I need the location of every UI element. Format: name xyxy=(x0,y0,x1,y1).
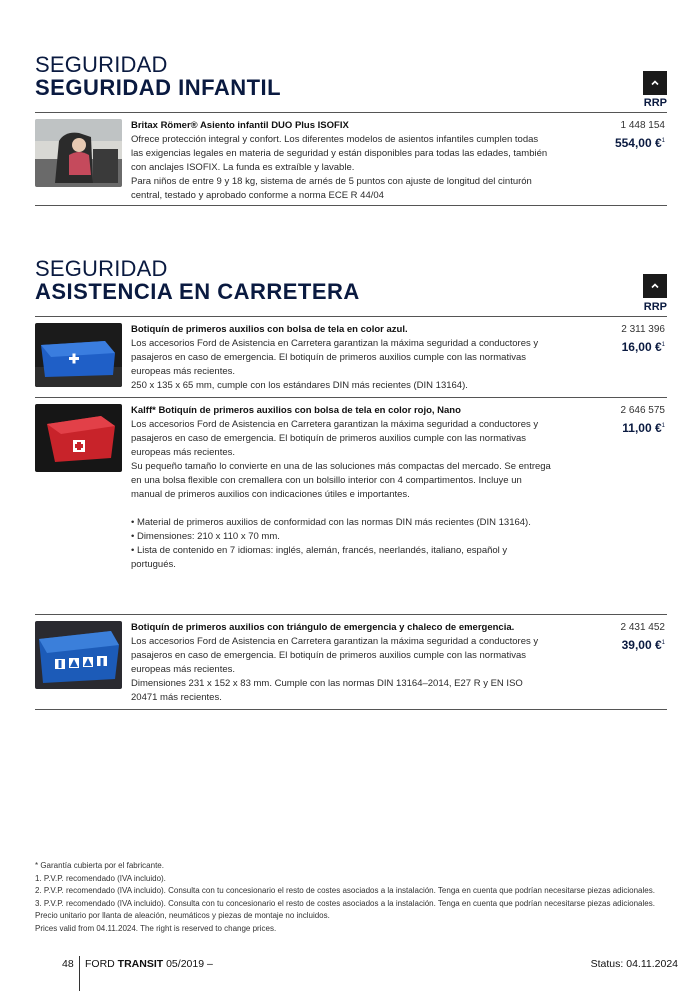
product-description xyxy=(131,323,551,393)
part-number: 2 311 396 xyxy=(621,324,665,335)
product-row xyxy=(35,398,667,615)
part-number: 1 448 154 xyxy=(620,120,665,131)
product-description xyxy=(131,119,551,203)
price-block xyxy=(615,119,665,151)
price-block xyxy=(621,404,666,436)
chevron-up-icon xyxy=(650,281,660,291)
red-first-aid-kit-photo-icon xyxy=(35,404,122,472)
price xyxy=(615,133,665,151)
part-number: 2 431 452 xyxy=(620,622,665,633)
product-bullet: • Dimensiones: 210 x 110 x 70 mm. xyxy=(131,531,280,542)
price-value: 11,00 € xyxy=(622,421,662,435)
product-text: Los accesorios Ford de Asistencia en Carretera garantizan la máxima seguridad a conductores y pasajeros en caso de emergencia. El botiquín de primeros auxilios cumple con las normativas europeas más recientes. xyxy=(131,338,539,377)
product-description xyxy=(131,621,551,705)
section-road-assistance xyxy=(35,258,667,713)
rrp-label: RRP xyxy=(643,97,667,109)
product-bullet: • Material de primeros auxilios de conformidad con las normas DIN más recientes (DIN 13164). xyxy=(131,517,531,528)
collapse-button[interactable] xyxy=(643,274,667,298)
page-number: 48 xyxy=(62,958,74,970)
product-row xyxy=(35,615,667,710)
model: TRANSIT xyxy=(117,958,164,970)
footnote: * Garantía cubierta por el fabricante. xyxy=(35,861,164,870)
product-row xyxy=(35,317,667,398)
section-kicker: SEGURIDAD xyxy=(35,256,168,281)
price-footnote: 1 xyxy=(661,423,665,429)
product-text: Para niños de entre 9 y 18 kg, sistema de arnés de 5 puntos con ajuste de longitud del cinturón central, testado y aprobado conforme a norma ECE R 44/04 xyxy=(131,176,532,201)
product-row xyxy=(35,113,667,206)
section-child-safety xyxy=(35,54,667,206)
price xyxy=(621,337,665,355)
edition: 05/2019 – xyxy=(166,958,213,970)
blue-first-aid-kit-photo-icon xyxy=(35,323,122,387)
product-description xyxy=(131,404,551,572)
chevron-up-icon xyxy=(650,78,660,88)
child-seat-photo-icon xyxy=(35,119,122,187)
price-value: 554,00 € xyxy=(614,136,662,150)
document-title xyxy=(85,958,213,970)
price xyxy=(621,418,666,436)
price-value: 39,00 € xyxy=(621,638,662,652)
product-text: Los accesorios Ford de Asistencia en Carretera garantizan la máxima seguridad a conductores y pasajeros en caso de emergencia. El botiquín de primeros auxilios cumple con las normativas europeas más recientes. xyxy=(131,636,539,675)
product-name: Botiquín de primeros auxilios con bolsa de tela en color azul. xyxy=(131,324,408,335)
rrp-label: RRP xyxy=(643,301,667,313)
product-name: Britax Römer® Asiento infantil DUO Plus ISOFIX xyxy=(131,120,349,131)
footnote: Prices valid from 04.11.2024. The right is reserved to change prices. xyxy=(35,923,277,933)
price-footnote: 1 xyxy=(661,138,665,144)
part-number: 2 646 575 xyxy=(620,405,665,416)
section-title: SEGURIDAD INFANTIL xyxy=(35,75,282,100)
spacer xyxy=(131,502,551,516)
price-footnote: 1 xyxy=(661,342,665,348)
footnote: 1. P.V.P. recomendado (IVA incluido). xyxy=(35,873,166,883)
section-kicker: SEGURIDAD xyxy=(35,52,168,77)
collapse-button[interactable] xyxy=(643,71,667,95)
product-text: Su pequeño tamaño lo convierte en una de las soluciones más compactas del mercado. Se entrega en una bolsa flexible con cremallera con un bolsillo interior con 4 compartimentos. Incluye un manual de primeros auxilios con indicaciones útiles e importantes. xyxy=(131,461,551,500)
price xyxy=(621,635,666,653)
price-footnote: 1 xyxy=(661,640,665,646)
product-text: Ofrece protección integral y confort. Los diferentes modelos de asientos infantiles cumplen todas las exigencias legales en materia de seguridad y están disponibles para todas las edades, también con anclajes ISOFIX. La funda es extraíble y lavable. xyxy=(131,134,548,173)
footnote: 3. P.V.P. recomendado (IVA incluido). Consulta con tu concesionario el resto de costes asociados a la instalación. Tenga en cuenta que podrían necesitarse piezas adicionales. Precio unitario por llanta de aleación, neumáticos y piezas de montaje no incluidos. xyxy=(35,898,655,920)
price-block xyxy=(621,323,665,355)
brand: FORD xyxy=(85,958,115,970)
footnote: 2. P.V.P. recomendado (IVA incluido). Consulta con tu concesionario el resto de costes asociados a la instalación. Tenga en cuenta que podrían necesitarse piezas adicionales. xyxy=(35,886,655,895)
price-value: 16,00 € xyxy=(621,340,662,354)
price-block xyxy=(621,621,666,653)
section-title: ASISTENCIA EN CARRETERA xyxy=(35,279,360,304)
product-bullet: • Lista de contenido en 7 idiomas: inglés, alemán, francés, neerlandés, italiano, español y portugués. xyxy=(131,545,508,570)
product-name: Kalff* Botiquín de primeros auxilios con bolsa de tela en color rojo, Nano xyxy=(131,405,461,416)
divider xyxy=(79,956,80,991)
product-text: Dimensiones 231 x 152 x 83 mm. Cumple con las normas DIN 13164–2014, E27 R y EN ISO 20471 más recientes. xyxy=(131,678,523,703)
product-name: Botiquín de primeros auxilios con triángulo de emergencia y chaleco de emergencia. xyxy=(131,622,515,633)
page-footer xyxy=(35,956,678,986)
blue-emergency-kit-photo-icon xyxy=(35,621,122,689)
status-date: Status: 04.11.2024 xyxy=(590,958,678,970)
product-text: 250 x 135 x 65 mm, cumple con los estándares DIN más recientes (DIN 13164). xyxy=(131,380,468,391)
product-text: Los accesorios Ford de Asistencia en Carretera garantizan la máxima seguridad a conductores y pasajeros en caso de emergencia. El botiquín de primeros auxilios cumple con las normativas europeas más recientes. xyxy=(131,419,539,458)
footnotes xyxy=(35,860,675,935)
